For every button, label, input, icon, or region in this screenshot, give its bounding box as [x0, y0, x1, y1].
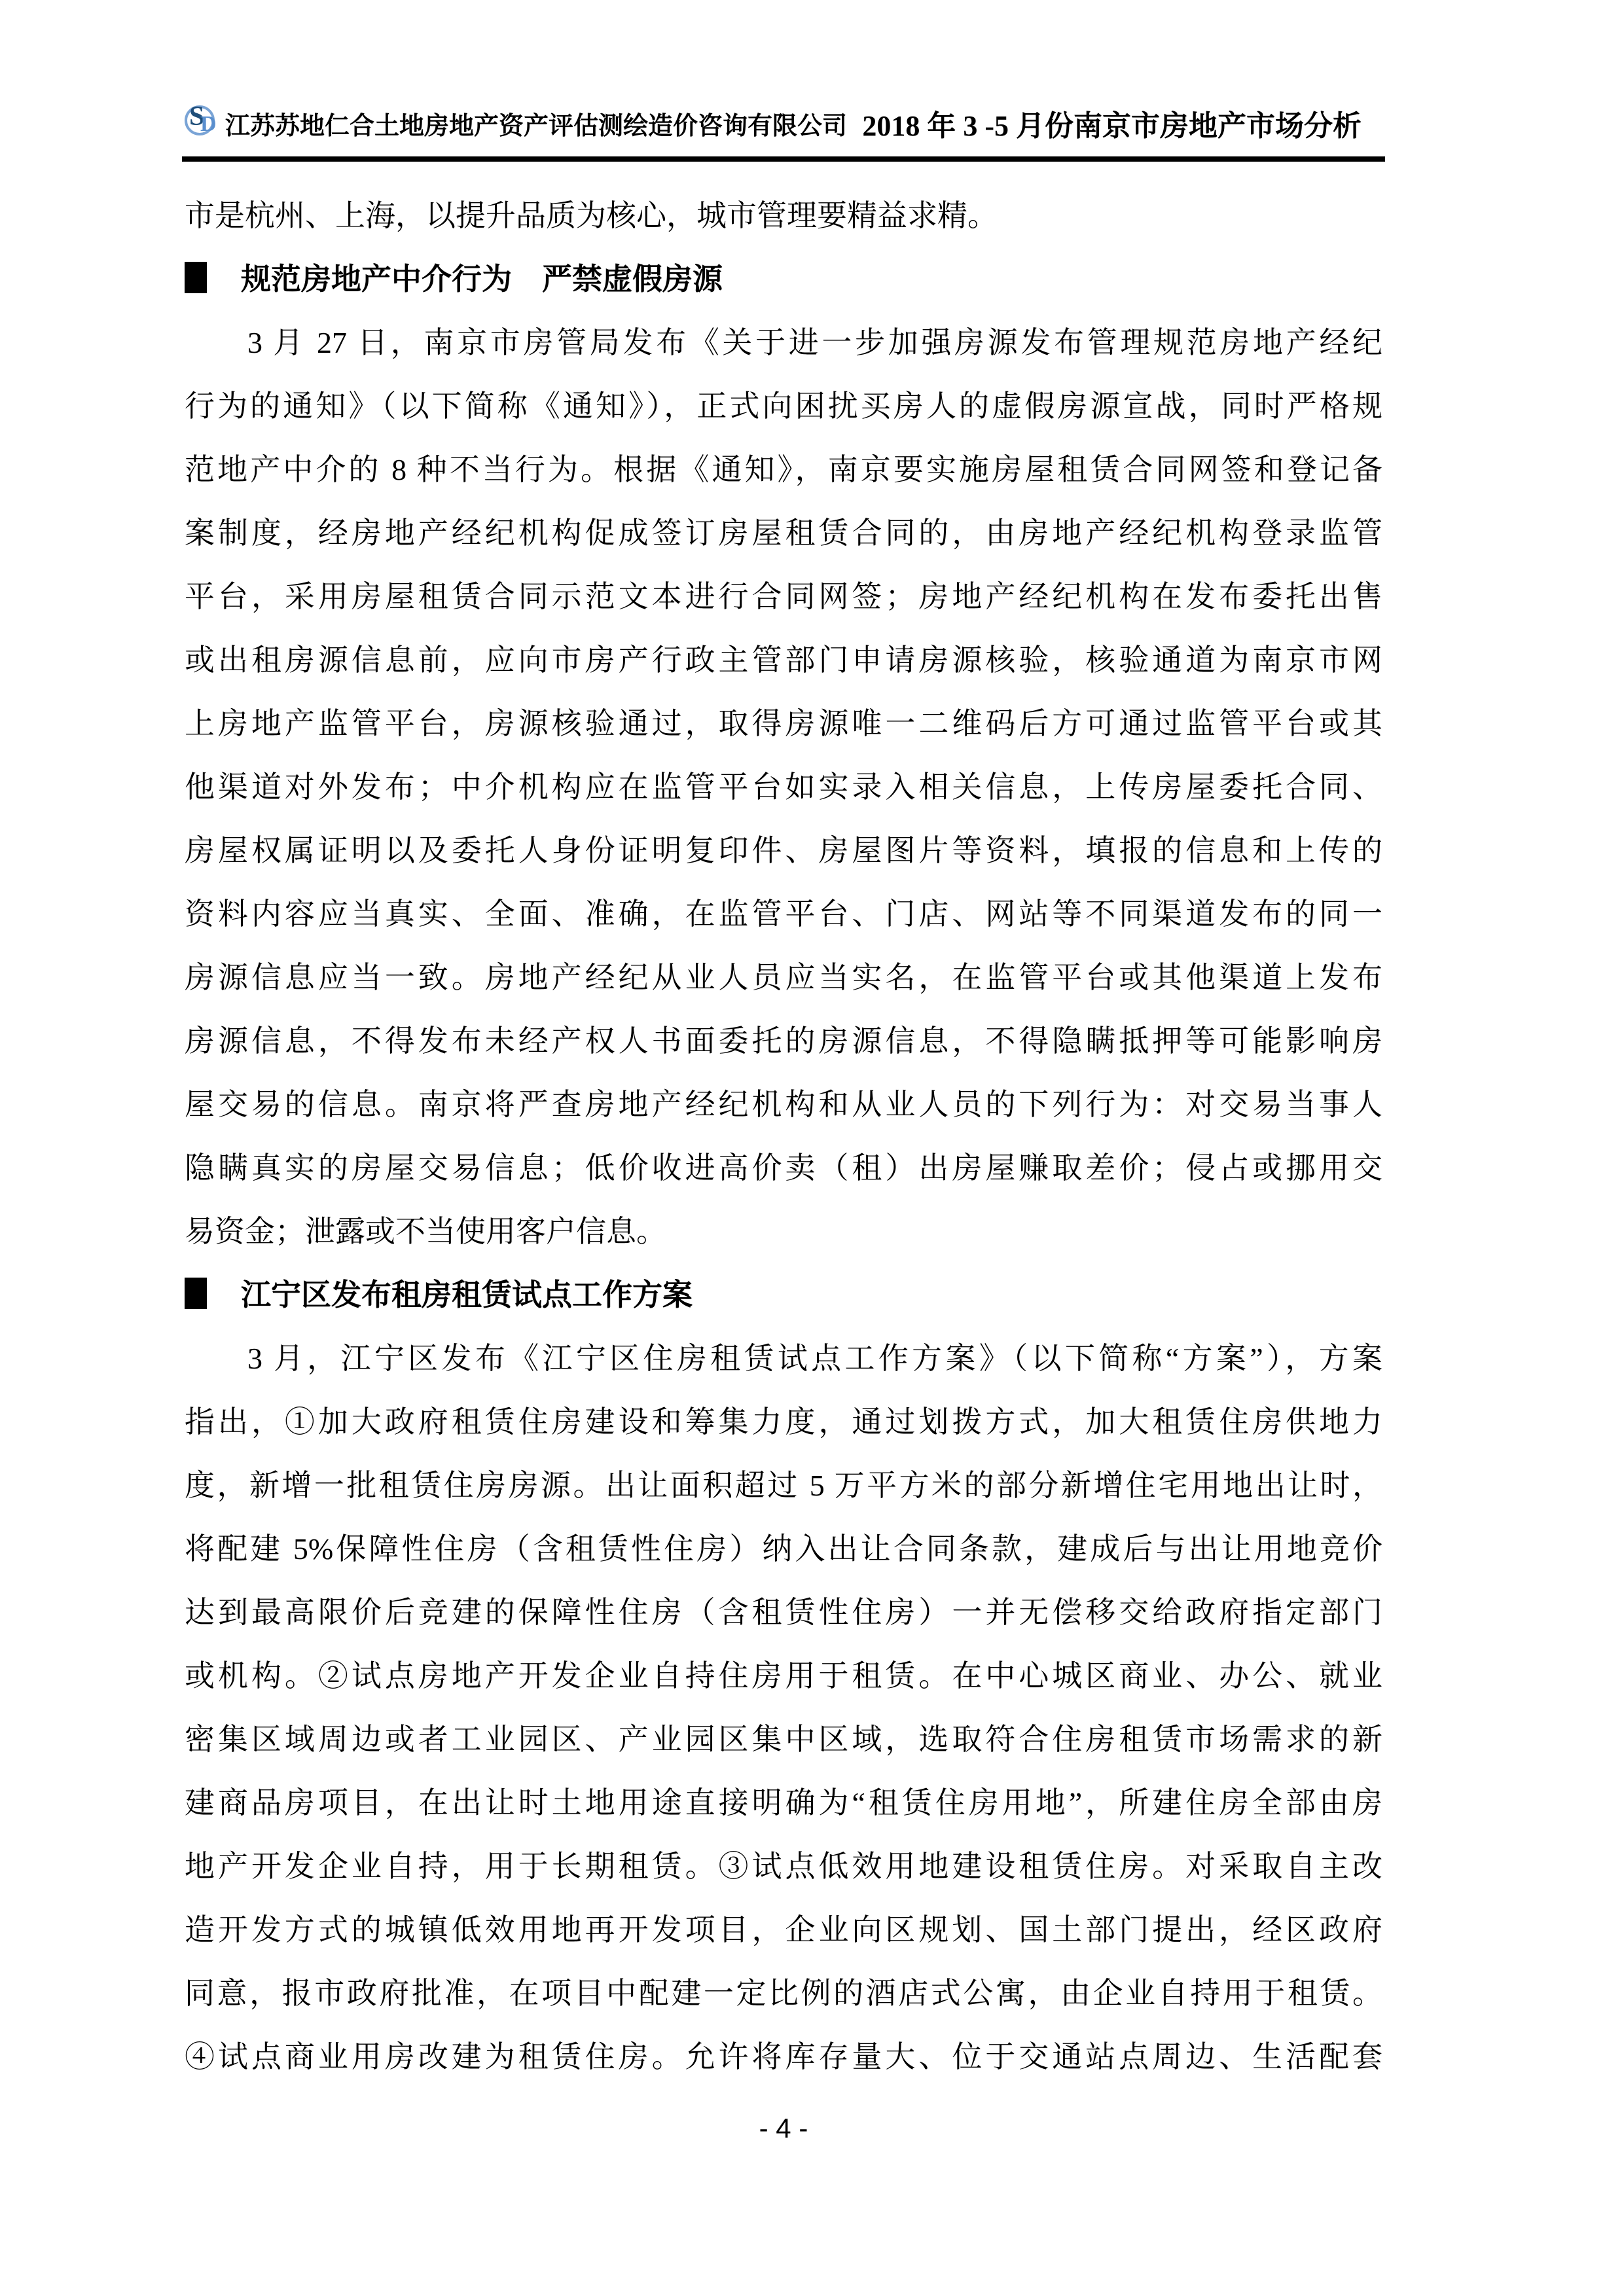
body-line: 隐瞒真实的房屋交易信息；低价收进高价卖（租）出房屋赚取差价；侵占或挪用交: [185, 1151, 1382, 1185]
body-line: 将配建 5%保障性住房（含租赁性住房）纳入出让合同条款，建成后与出让用地竞价: [185, 1532, 1382, 1566]
section-heading-text: 规范房地产中介行为 严禁虚假房源: [241, 262, 723, 296]
body-line: 或机构。②试点房地产开发企业自持住房用于租赁。在中心城区商业、办公、就业: [185, 1659, 1382, 1693]
black-square-bullet-icon: [185, 1278, 207, 1309]
body-line: 同意，报市政府批准，在项目中配建一定比例的酒店式公寓，由企业自持用于租赁。: [185, 1977, 1382, 2010]
body-line: 房屋权属证明以及委托人身份证明复印件、房屋图片等资料，填报的信息和上传的: [185, 834, 1382, 867]
body-line: 资料内容应当真实、全面、准确，在监管平台、门店、网站等不同渠道发布的同一: [185, 897, 1382, 931]
page-header: [185, 97, 1384, 149]
body-line: 造开发方式的城镇低效用地再开发项目，企业向区规划、国土部门提出，经区政府: [185, 1913, 1382, 1946]
body-line: 3 月 27 日，南京市房管局发布《关于进一步加强房源发布管理规范房地产经纪: [247, 326, 1382, 359]
body-line: 房源信息应当一致。房地产经纪从业人员应当实名，在监管平台或其他渠道上发布: [185, 961, 1382, 994]
body-line: 房源信息，不得发布未经产权人书面委托的房源信息，不得隐瞒抵押等可能影响房: [185, 1024, 1382, 1058]
page-number: - 4 -: [759, 2113, 808, 2144]
body-line: 地产开发企业自持，用于长期租赁。③试点低效用地建设租赁住房。对采取自主改: [185, 1850, 1382, 1883]
logo-letter-s: S: [189, 101, 205, 132]
header-divider: [182, 156, 1385, 162]
body-line: 3 月，江宁区发布《江宁区住房租赁试点工作方案》（以下简称“方案”），方案: [247, 1342, 1382, 1375]
body-line: 行为的通知》（以下简称《通知》），正式向困扰买房人的虚假房源宣战，同时严格规: [185, 389, 1382, 423]
black-square-bullet-icon: [185, 262, 207, 293]
body-line: 建商品房项目，在出让时土地用途直接明确为“租赁住房用地”，所建住房全部由房: [185, 1786, 1382, 1820]
body-line: 或出租房源信息前，应向市房产行政主管部门申请房源核验，核验通道为南京市网: [185, 643, 1382, 677]
body-line: 易资金；泄露或不当使用客户信息。: [185, 1215, 666, 1248]
body-line: 案制度，经房地产经纪机构促成签订房屋租赁合同的，由房地产经纪机构登录监管: [185, 516, 1382, 550]
body-line: 市是杭州、上海，以提升品质为核心，城市管理要精益求精。: [185, 199, 998, 232]
header-left: [185, 101, 848, 142]
section-heading: [185, 1263, 1382, 1327]
company-name: 江苏苏地仁合土地房地产资产评估测绘造价咨询有限公司: [225, 112, 848, 140]
body-line: 屋交易的信息。南京将严查房地产经纪机构和从业人员的下列行为：对交易当事人: [185, 1088, 1382, 1121]
section-heading-text: 江宁区发布租房租赁试点工作方案: [241, 1278, 693, 1312]
body-line: 指出，①加大政府租赁住房建设和筹集力度，通过划拨方式，加大租赁住房供地力: [185, 1405, 1382, 1439]
logo-letter-d: D: [200, 112, 217, 136]
document-body: [185, 184, 1382, 2089]
section-heading: [185, 247, 1382, 311]
body-line: 他渠道对外发布；中介机构应在监管平台如实录入相关信息，上传房屋委托合同、: [185, 770, 1382, 804]
body-line: 达到最高限价后竞建的保障性住房（含租赁性住房）一并无偿移交给政府指定部门: [185, 1596, 1382, 1629]
report-title: 2018 年 3 -5 月份南京市房地产市场分析: [862, 110, 1362, 142]
page-footer: [185, 2113, 1382, 2144]
body-line: 平台，采用房屋租赁合同示范文本进行合同网签；房地产经纪机构在发布委托出售: [185, 580, 1382, 613]
body-line: 范地产中介的 8 种不当行为。根据《通知》，南京要实施房屋租赁合同网签和登记备: [185, 453, 1382, 486]
body-line: 密集区域周边或者工业园区、产业园区集中区域，选取符合住房租赁市场需求的新: [185, 1723, 1382, 1756]
body-line: ④试点商业用房改建为租赁住房。允许将库存量大、位于交通站点周边、生活配套: [185, 2040, 1382, 2073]
company-logo-icon: [185, 101, 220, 142]
body-line: 度，新增一批租赁住房房源。出让面积超过 5 万平方米的部分新增住宅用地出让时，: [185, 1469, 1382, 1502]
body-line: 上房地产监管平台，房源核验通过，取得房源唯一二维码后方可通过监管平台或其: [185, 707, 1382, 740]
